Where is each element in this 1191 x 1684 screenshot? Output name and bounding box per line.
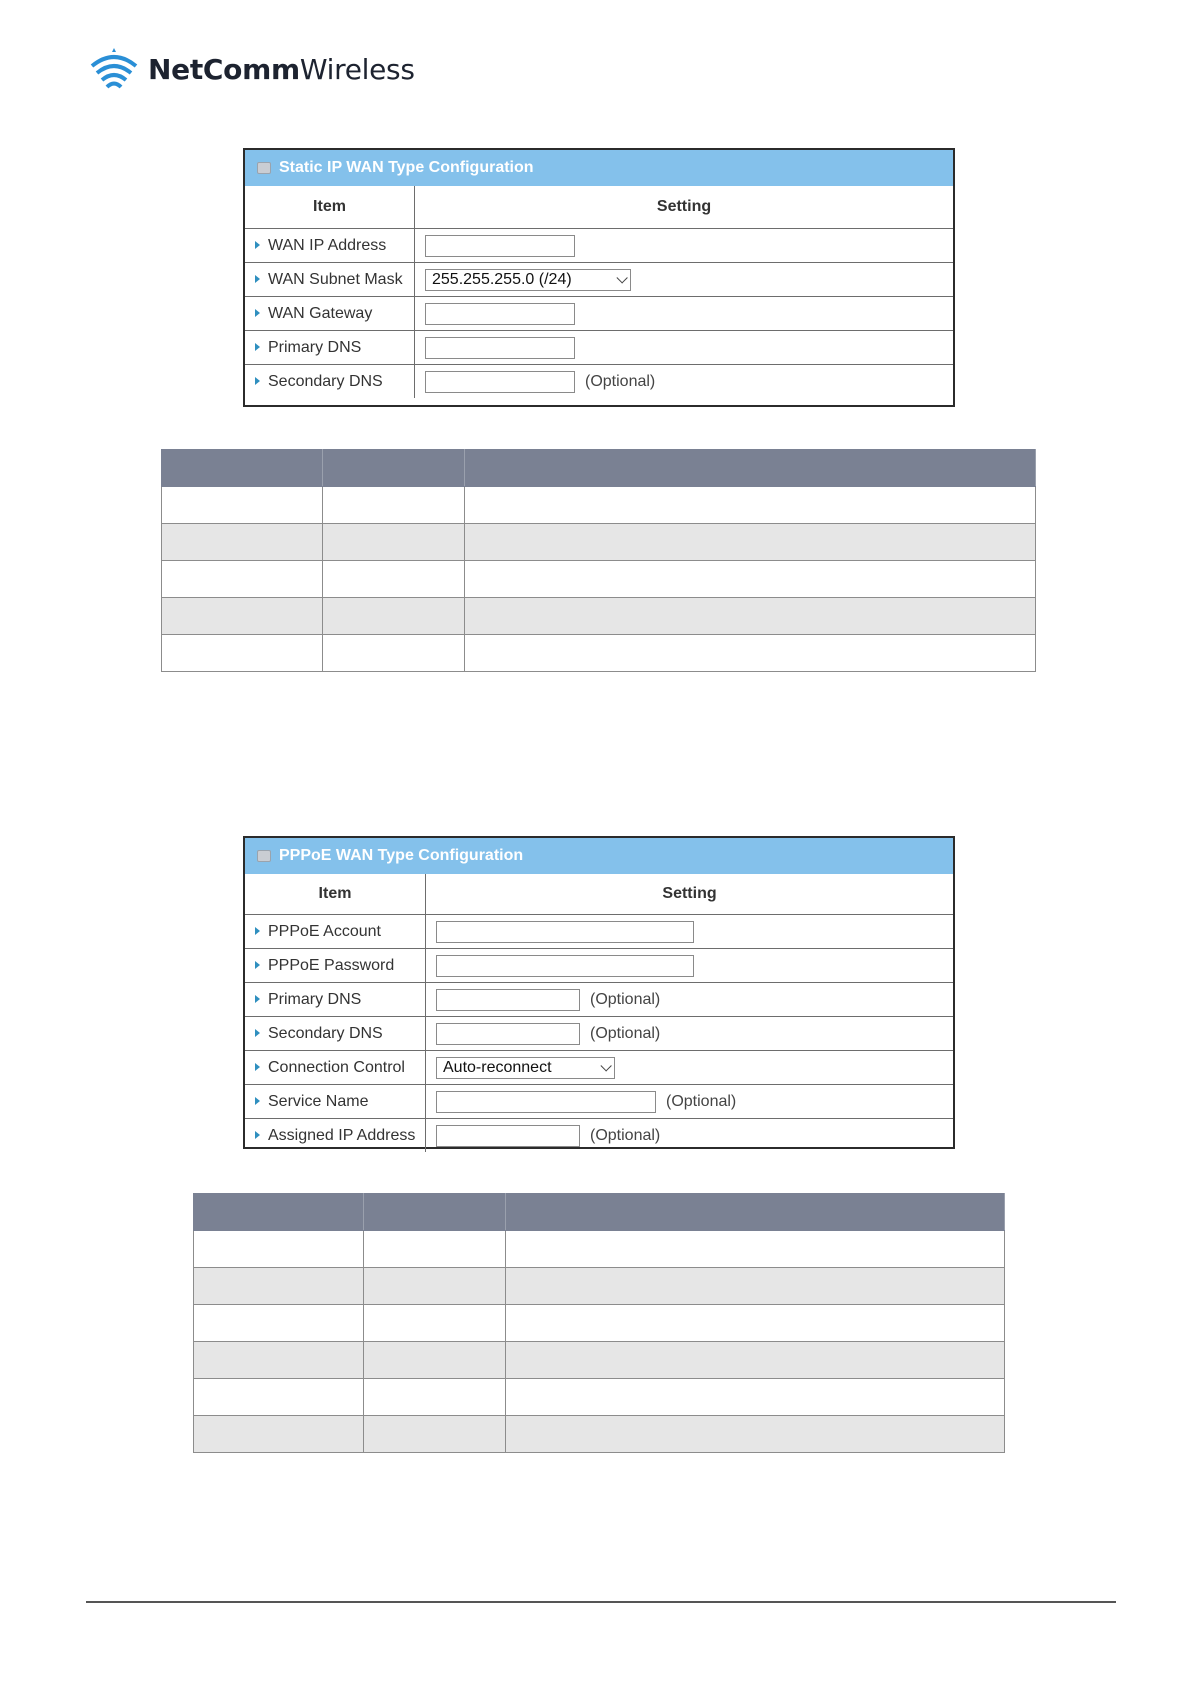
row-label: Secondary DNS <box>268 372 383 390</box>
table-row <box>245 297 953 331</box>
pppoe-config-panel <box>243 836 955 1149</box>
optional-note: (Optional) <box>590 1126 661 1144</box>
pppoe-config-table <box>245 874 953 1152</box>
arrow-icon <box>255 1131 260 1139</box>
table-row <box>245 229 953 263</box>
wan-subnet-mask-select[interactable]: 255.255.255.0 (/24) <box>425 269 631 291</box>
row-label: WAN Gateway <box>268 304 373 322</box>
netcomm-logo <box>88 44 415 94</box>
row-label: WAN IP Address <box>268 236 387 254</box>
col-setting-header: Setting <box>415 186 954 229</box>
table-row <box>245 263 953 297</box>
table-row <box>162 598 1036 635</box>
primary-dns-input[interactable] <box>425 337 575 359</box>
secondary-dns-input[interactable] <box>436 1023 580 1045</box>
table-row <box>245 331 953 365</box>
primary-dns-input[interactable] <box>436 989 580 1011</box>
chevron-down-icon <box>616 272 627 283</box>
secondary-dns-input[interactable] <box>425 371 575 393</box>
static-ip-config-panel <box>243 148 955 407</box>
table-row <box>194 1416 1005 1453</box>
row-label: Connection Control <box>268 1058 405 1076</box>
table-row <box>194 1379 1005 1416</box>
footer-divider <box>86 1601 1116 1603</box>
col-item-header: Item <box>245 186 415 229</box>
row-label: Assigned IP Address <box>268 1126 416 1144</box>
pppoe-panel-title: PPPoE WAN Type Configuration <box>245 838 953 874</box>
row-label: PPPoE Account <box>268 922 381 940</box>
row-label: WAN Subnet Mask <box>268 270 403 288</box>
row-label: PPPoE Password <box>268 956 395 974</box>
arrow-icon <box>255 377 260 385</box>
table-row <box>245 365 953 399</box>
arrow-icon <box>255 309 260 317</box>
wan-gateway-input[interactable] <box>425 303 575 325</box>
static-panel-title: Static IP WAN Type Configuration <box>245 150 953 186</box>
table-row <box>194 1231 1005 1268</box>
table-row <box>162 635 1036 672</box>
table-row <box>194 1342 1005 1379</box>
table-row <box>245 1119 953 1153</box>
table-row <box>162 487 1036 524</box>
table-row <box>245 1085 953 1119</box>
table-header-row <box>194 1194 1005 1231</box>
table-row <box>245 915 953 949</box>
assigned-ip-address-input[interactable] <box>436 1125 580 1147</box>
arrow-icon <box>255 1029 260 1037</box>
service-name-input[interactable] <box>436 1091 656 1113</box>
panel-icon <box>257 850 271 862</box>
row-label: Primary DNS <box>268 338 362 356</box>
static-config-table <box>245 186 953 398</box>
pppoe-account-input[interactable] <box>436 921 694 943</box>
arrow-icon <box>255 241 260 249</box>
optional-note: (Optional) <box>666 1092 737 1110</box>
arrow-icon <box>255 275 260 283</box>
arrow-icon <box>255 343 260 351</box>
table-header-row <box>162 450 1036 487</box>
optional-note: (Optional) <box>590 1024 661 1042</box>
table-row <box>162 561 1036 598</box>
table-row <box>245 1017 953 1051</box>
col-item-header: Item <box>245 874 426 915</box>
row-label: Primary DNS <box>268 990 362 1008</box>
arrow-icon <box>255 927 260 935</box>
table-row <box>162 524 1036 561</box>
arrow-icon <box>255 995 260 1003</box>
pppoe-password-input[interactable] <box>436 955 694 977</box>
col-setting-header: Setting <box>426 874 954 915</box>
optional-note: (Optional) <box>585 372 656 390</box>
table-row <box>194 1305 1005 1342</box>
wan-ip-address-input[interactable] <box>425 235 575 257</box>
brand-name: NetCommWireless <box>148 52 415 86</box>
row-label: Service Name <box>268 1092 369 1110</box>
table-row <box>194 1268 1005 1305</box>
optional-note: (Optional) <box>590 990 661 1008</box>
row-label: Secondary DNS <box>268 1024 383 1042</box>
arrow-icon <box>255 1063 260 1071</box>
static-description-table <box>161 449 1036 672</box>
panel-icon <box>257 162 271 174</box>
connection-control-select[interactable]: Auto-reconnect <box>436 1057 615 1079</box>
pppoe-description-table <box>193 1193 1005 1453</box>
arrow-icon <box>255 961 260 969</box>
chevron-down-icon <box>600 1060 611 1071</box>
wifi-logo-icon <box>88 44 140 94</box>
arrow-icon <box>255 1097 260 1105</box>
table-row <box>245 1051 953 1085</box>
table-row <box>245 949 953 983</box>
table-row <box>245 983 953 1017</box>
